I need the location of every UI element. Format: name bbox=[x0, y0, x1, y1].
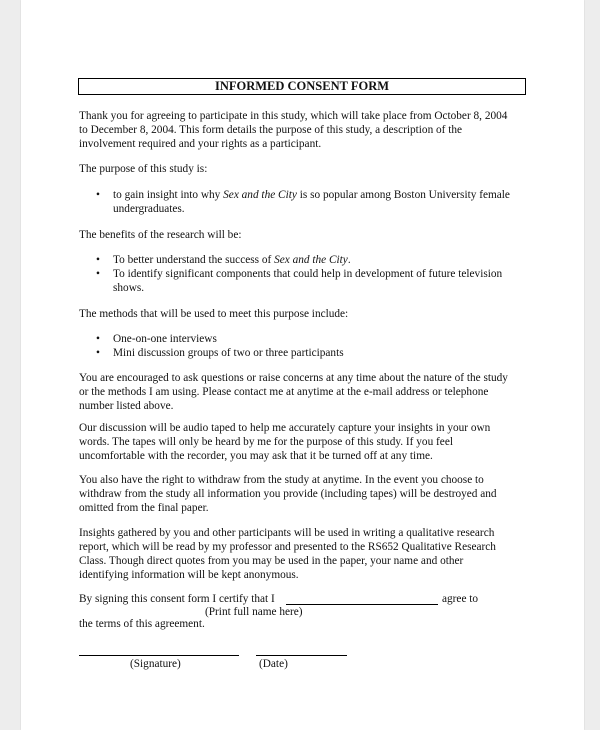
show-title: Sex and the City bbox=[223, 189, 297, 201]
bullet-icon: • bbox=[96, 254, 100, 266]
benefit-text: . bbox=[347, 254, 351, 266]
signature-label: (Signature) bbox=[130, 658, 181, 670]
paragraph-line: Class. Though direct quotes from you may be used in the paper, your name and other bbox=[79, 555, 464, 567]
print-name-label: (Print full name here) bbox=[205, 606, 303, 618]
methods-heading: The methods that will be used to meet this purpose include: bbox=[79, 308, 349, 320]
paragraph-line: number listed above. bbox=[79, 400, 174, 412]
signature-line[interactable] bbox=[79, 655, 239, 656]
paragraph-line: report, which will be read by my professor and presented to the RS652 Qualitative Research bbox=[79, 541, 496, 553]
paragraph-line: omitted from the final paper. bbox=[79, 502, 209, 514]
show-title: Sex and the City bbox=[274, 254, 348, 266]
benefit-text: shows. bbox=[113, 282, 145, 294]
benefit-text: To identify significant components that could help in development of future television bbox=[113, 268, 503, 280]
date-line[interactable] bbox=[256, 655, 347, 656]
intro-paragraph bbox=[79, 109, 529, 151]
purpose-text: to gain insight into why bbox=[113, 189, 224, 201]
withdraw-paragraph bbox=[79, 473, 529, 515]
benefit-item bbox=[113, 267, 533, 295]
certify-end: the terms of this agreement. bbox=[79, 618, 205, 630]
benefit-text: To better understand the success of bbox=[113, 254, 275, 266]
paragraph-line: withdraw from the study all information you provide (including tapes) will be destroyed and bbox=[79, 488, 497, 500]
form-title: INFORMED CONSENT FORM bbox=[78, 78, 526, 95]
paragraph-line: You also have the right to withdraw from the study at anytime. In the event you choose to bbox=[79, 474, 484, 486]
bullet-icon: • bbox=[96, 333, 100, 345]
purpose-item bbox=[113, 188, 533, 216]
audio-paragraph bbox=[79, 421, 529, 463]
bullet-icon: • bbox=[96, 268, 100, 280]
method-item: Mini discussion groups of two or three participants bbox=[113, 347, 344, 359]
intro-line: to December 8, 2004. This form details the purpose of this study, a description of the bbox=[79, 124, 463, 136]
paragraph-line: Insights gathered by you and other participants will be used in writing a qualitative research bbox=[79, 527, 495, 539]
intro-line: involvement required and your rights as a participant. bbox=[79, 138, 322, 150]
purpose-text: undergraduates. bbox=[113, 203, 185, 215]
intro-line: Thank you for agreeing to participate in this study, which will take place from October 8, 2004 bbox=[79, 110, 508, 122]
paragraph-line: uncomfortable with the recorder, you may ask that it be turned off at any time. bbox=[79, 450, 433, 462]
bullet-icon: • bbox=[96, 347, 100, 359]
date-label: (Date) bbox=[259, 658, 288, 670]
paragraph-line: You are encouraged to ask questions or raise concerns at any time about the nature of the study bbox=[79, 372, 508, 384]
bullet-icon: • bbox=[96, 189, 100, 201]
purpose-text: is so popular among Boston University female bbox=[296, 189, 510, 201]
print-name-line[interactable] bbox=[286, 604, 438, 605]
paragraph-line: identifying information will be kept anonymous. bbox=[79, 569, 299, 581]
certify-agree: agree to bbox=[442, 593, 479, 605]
benefit-item bbox=[113, 253, 533, 267]
paragraph-line: words. The tapes will only be heard by me for the purpose of this study. If you feel bbox=[79, 436, 453, 448]
method-item: One-on-one interviews bbox=[113, 333, 217, 345]
questions-paragraph bbox=[79, 371, 529, 413]
paragraph-line: or the methods I am using. Please contact me at anytime at the e-mail address or telephone bbox=[79, 386, 489, 398]
purpose-heading: The purpose of this study is: bbox=[79, 163, 208, 175]
paragraph-line: Our discussion will be audio taped to help me accurately capture your insights in your own bbox=[79, 422, 491, 434]
insights-paragraph bbox=[79, 526, 529, 582]
benefits-heading: The benefits of the research will be: bbox=[79, 229, 242, 241]
certify-text: By signing this consent form I certify that I bbox=[79, 593, 275, 605]
